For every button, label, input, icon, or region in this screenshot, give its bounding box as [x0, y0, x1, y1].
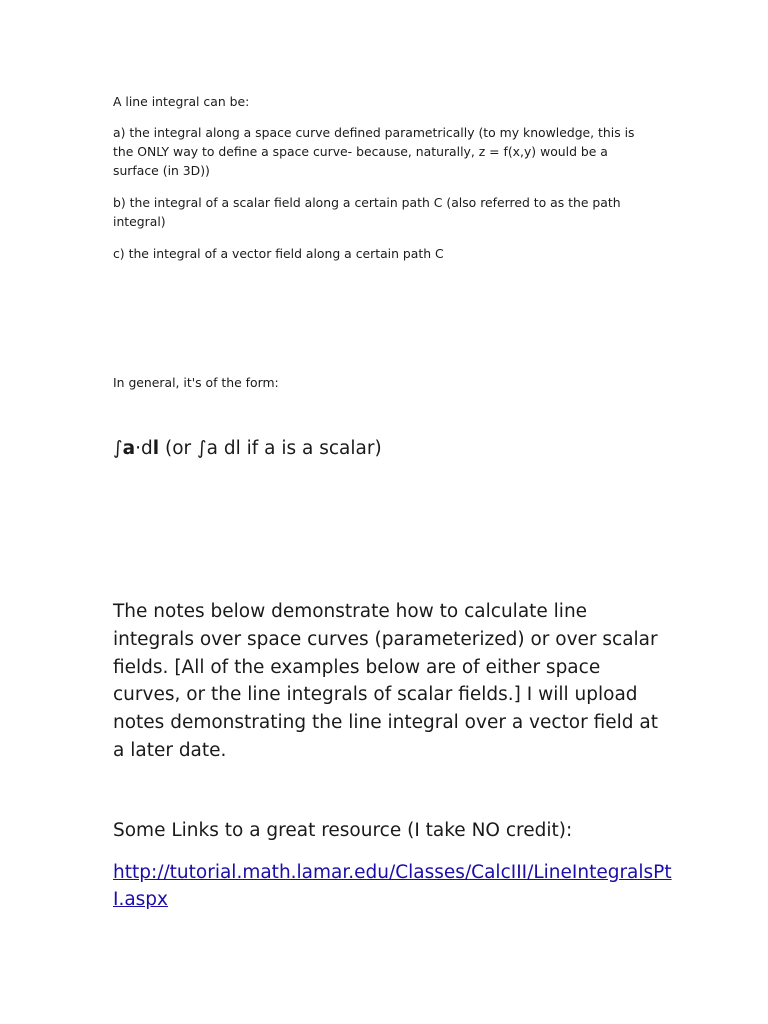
item-c-text: c) the integral of a vector field along a certain path C — [113, 246, 444, 261]
notes-paragraph: The notes below demonstrate how to calculate line integrals over space curves (parameterized) or over scalar fields. [All of the examples below are of either space curves, or the line integrals of scalar fields.] I will upload notes demonstrating the line integral over a vector field at a later date. — [113, 601, 658, 761]
integral-sign: ∫ — [113, 438, 123, 459]
lamar-tutorial-link[interactable]: http://tutorial.math.lamar.edu/Classes/CalcIII/LineIntegralsPtI.aspx — [113, 862, 672, 910]
vector-a: a — [122, 438, 136, 459]
item-a-text: a) the integral along a space curve defined parametrically (to my knowledge, this is the ONLY way to define a space curve- because, naturally, z = f(x,y) would be a surface (in 3D)) — [113, 125, 635, 178]
intro-text: A line integral can be: — [113, 94, 250, 109]
general-form-intro: In general, it's of the form: — [113, 375, 279, 390]
links-heading: Some Links to a great resource (I take NO credit): — [113, 820, 573, 841]
dot-d: ·d — [135, 438, 153, 459]
item-b-text: b) the integral of a scalar field along a certain path C (also referred to as the path integral) — [113, 195, 621, 229]
vector-l: l — [152, 438, 160, 459]
line-integral-formula — [113, 436, 673, 462]
formula-scalar-note: (or ∫a dl if a is a scalar) — [159, 438, 382, 459]
